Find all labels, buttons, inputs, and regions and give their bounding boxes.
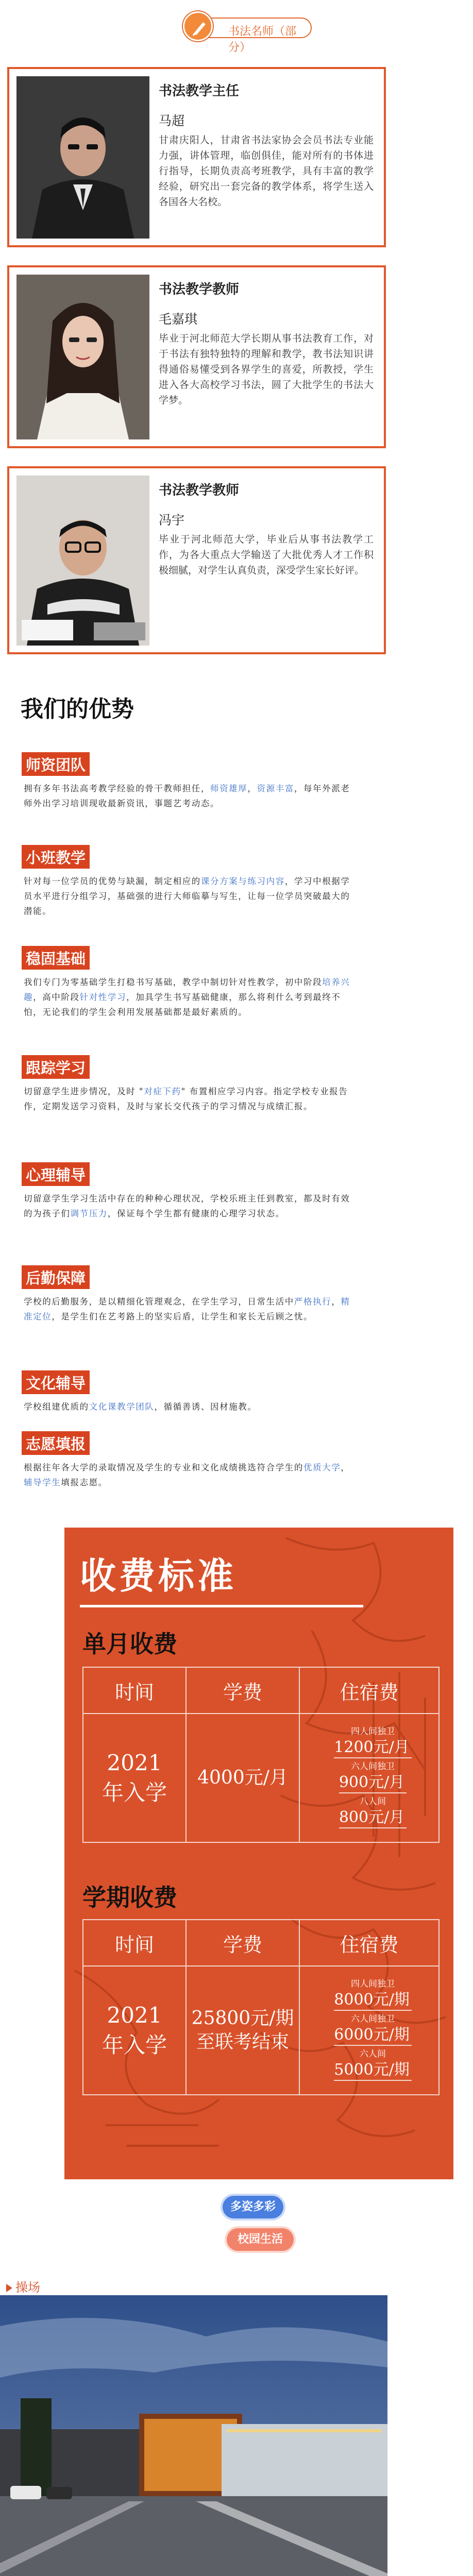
tuition-value: 25800元/期 至联考结束 (186, 1966, 299, 2095)
highlight-text: 针对性学习 (79, 992, 127, 1002)
body-text: 根据往年各大学的录取情况及学生的专业和文化成绩挑选符合学生的 (24, 1463, 303, 1472)
campus-heading (6, 2277, 40, 2295)
room-price: 8000元/期 (334, 1990, 411, 2011)
body-text: ， (341, 1463, 350, 1472)
body-text: ，循循善诱、因材施教。 (154, 1402, 257, 1412)
highlight-text: 调节压力 (70, 1209, 108, 1218)
teacher-name: 马超 (159, 113, 185, 128)
enroll-time: 2021 年入学 (83, 1714, 186, 1842)
title-underline (80, 1605, 363, 1607)
advantages-title: 我们的优势 (21, 696, 134, 722)
highlight-text: 课分方案与练习内容 (200, 876, 285, 886)
body-text: ，保证每个学生都有健康的心理学习状态。 (107, 1209, 285, 1218)
advantage-tag: 师资团队 (22, 752, 90, 776)
monthly-fee-table (82, 1667, 440, 1843)
room-type: 六人间独卫 (351, 2014, 395, 2024)
body-text: 学校的后勤服务，是以精细化管理观念，在学生学习，日常生活中 (24, 1297, 294, 1307)
accommodation-item (307, 2013, 438, 2046)
teacher-desc: 毕业于河北师范大学长期从事书法教育工作，对于书法有独特独特的理解和教学，教书法知识讲得通俗易懂受到各界学生的喜爱，所教授，学生进入各大高校学习书法，圆了大批学生的书法大学梦。 (159, 333, 374, 406)
header-label: 书法名师（部分） (228, 25, 297, 54)
col-tuition: 学费 (186, 1920, 299, 1966)
col-time: 时间 (83, 1667, 186, 1714)
teacher-name: 冯宇 (159, 513, 185, 528)
fee-title: 收费标准 (80, 1555, 236, 1597)
teacher-photo (16, 275, 149, 439)
advantage-tag: 小班教学 (22, 845, 90, 869)
advantage-text (24, 1084, 353, 1114)
advantage-text (24, 1294, 353, 1324)
teacher-info (159, 69, 374, 210)
triangle-icon (6, 2284, 12, 2292)
advantage-tag: 志愿填报 (22, 1431, 90, 1455)
accommodation-item (307, 1795, 438, 1828)
teacher-photo (16, 76, 149, 239)
body-text: 拥有多年书法高考教学经验的骨干教师担任， (24, 784, 210, 793)
highlight-text: 师资雄厚 (210, 784, 248, 793)
advantage-text (24, 1399, 353, 1414)
highlight-text: 对症下药 (144, 1087, 181, 1096)
teacher-card (7, 67, 386, 247)
advantage-text (24, 1460, 353, 1490)
body-text: " 布置相应学习内容。指定学校专业报告作，定期发送学习资料，及时与家长交代孩子的学习情况与成绩汇报。 (24, 1087, 348, 1111)
body-text: ，学习中根据学员水平进行分组学习，基础强的进行大师临摹与写生，让每一位学员突破最大的潜能。 (24, 876, 350, 916)
body-text: ，加具学生书写基础健康，那么将利什么考到最终不怕，无论我们的学生会利用发展基础都是最好素质的。 (24, 992, 341, 1017)
body-text: 我们专门为零基础学生打稳书写基础，教学中制切针对性教学，初中阶段 (24, 977, 323, 987)
fee-poster (64, 1528, 453, 2179)
header-pill (198, 18, 312, 54)
col-time: 时间 (83, 1920, 186, 1966)
highlight-text: 文化课教学团队 (89, 1402, 155, 1412)
teacher-info (159, 468, 374, 578)
accommodation-item (307, 1725, 438, 1758)
teacher-card (7, 466, 386, 654)
col-accommodation: 住宿费 (299, 1920, 439, 1966)
room-type: 四人间独卫 (351, 1726, 395, 1737)
body-text: ， (331, 1297, 341, 1307)
advantage-text (24, 1191, 353, 1221)
highlight-text: 培养兴趣 (24, 977, 350, 1002)
room-price: 1200元/月 (334, 1738, 411, 1758)
advantage-tag: 心理辅导 (22, 1162, 90, 1186)
advantage-text (24, 781, 353, 811)
semester-subtitle: 学期收费 (82, 1884, 177, 1911)
room-price: 900元/月 (339, 1773, 407, 1793)
campus-life-badge: 校园生活 (227, 2228, 294, 2251)
accommodation-list (299, 1966, 439, 2095)
teacher-role: 书法教学教师 (159, 282, 240, 297)
teacher-info (159, 267, 374, 408)
teacher-name: 毛嘉琪 (159, 312, 198, 327)
teacher-role: 书法教学教师 (159, 483, 240, 498)
body-text: 切留意学生学习生活中存在的种种心理状况，学校乐班主任到教室，都及时有效的为孩子们 (24, 1194, 350, 1218)
accommodation-item (307, 1760, 438, 1793)
room-type: 六人间 (360, 2049, 386, 2059)
room-type: 四人间独卫 (351, 1979, 395, 1989)
tuition-value: 4000元/月 (186, 1714, 299, 1842)
room-type: 六人间独卫 (351, 1761, 395, 1772)
teacher-desc: 毕业于河北师范大学，毕业后从事书法教学工作，为各大重点大学输送了大批优秀人才工作积极细腻，对学生认真负责，深受学生家长好评。 (159, 534, 374, 576)
body-text: 填报志愿。 (61, 1478, 108, 1487)
highlight-text: 严格执行 (294, 1297, 332, 1307)
room-type: 八人间 (360, 1797, 386, 1807)
campus-night-photo (0, 2295, 387, 2576)
room-price: 6000元/期 (334, 2025, 411, 2046)
enroll-time: 2021 年入学 (83, 1966, 186, 2095)
section-header (183, 11, 312, 54)
advantage-tag: 跟踪学习 (22, 1055, 90, 1079)
body-text: ，高中阶段 (33, 992, 80, 1002)
highlight-text: 资源丰富 (257, 784, 294, 793)
body-text: ， (247, 784, 257, 793)
accommodation-list (299, 1714, 439, 1842)
advantage-tag: 稳固基础 (22, 946, 90, 970)
body-text: 针对每一位学员的优势与缺漏，制定相应的 (24, 876, 201, 886)
room-price: 800元/月 (339, 1808, 407, 1828)
advantage-tag: 文化辅导 (22, 1370, 90, 1394)
teacher-photo (16, 476, 149, 646)
body-text: 切留意学生进步情况，及时 " (24, 1087, 144, 1096)
campus-heading-label: 操场 (15, 2280, 40, 2295)
teacher-card (7, 265, 386, 448)
highlight-text: 辅导学生 (24, 1478, 61, 1487)
campus-life-badge: 多姿多彩 (223, 2196, 283, 2218)
highlight-text: 优质大学 (303, 1463, 341, 1472)
advantage-text (24, 874, 353, 919)
advantage-tag: 后勤保障 (22, 1265, 90, 1289)
teacher-role: 书法教学主任 (159, 83, 240, 99)
teacher-desc: 甘肃庆阳人，甘肃省书法家协会会员书法专业能力强，讲体管理，临创俱佳，能对所有的书体进行指导，长期负责高考班教学，具有丰富的教学经验，研究出一套完备的教学体系，将学生送入各国各大名校。 (159, 134, 374, 208)
room-price: 5000元/期 (334, 2060, 411, 2081)
advantage-text (24, 975, 353, 1020)
highlight-text: 精准定位 (24, 1297, 350, 1321)
col-accommodation: 住宿费 (299, 1667, 439, 1714)
monthly-subtitle: 单月收费 (82, 1630, 177, 1658)
body-text: 学校组建优质的 (24, 1402, 89, 1412)
body-text: ，每年外派老师外出学习培训现收最新资讯，事题艺考动态。 (24, 784, 350, 808)
calligraphy-brush-icon (183, 11, 213, 41)
accommodation-item (307, 1978, 438, 2011)
accommodation-item (307, 2048, 438, 2081)
semester-fee-table (82, 1919, 440, 2095)
body-text: ，是学生们在艺考路上的坚实后盾，让学生和家长无后顾之忧。 (52, 1312, 313, 1321)
col-tuition: 学费 (186, 1667, 299, 1714)
